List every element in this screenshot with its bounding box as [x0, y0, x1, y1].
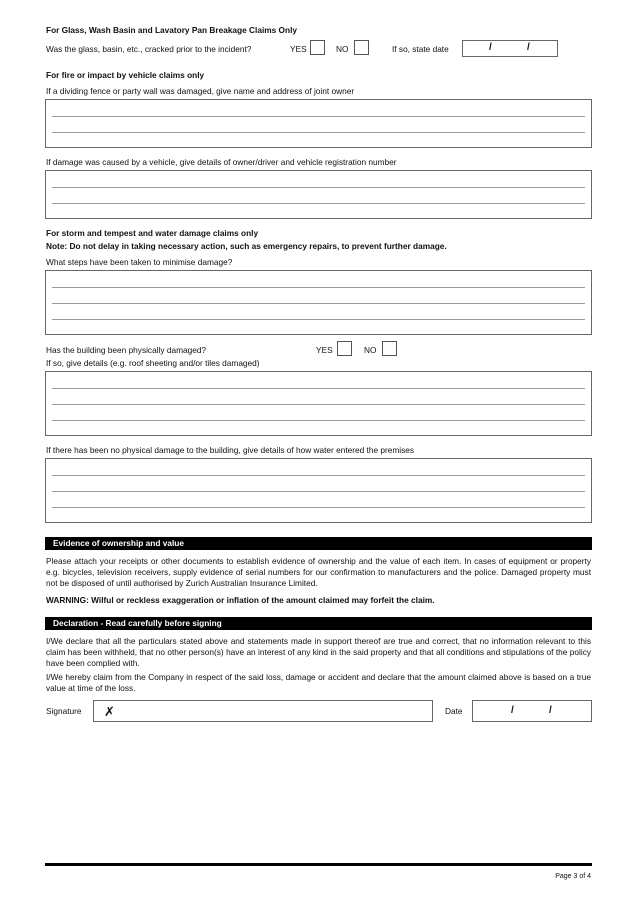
footer-rule	[45, 863, 592, 866]
date-separator: /	[511, 705, 514, 716]
declaration-para-1: I/We declare that all the particulars stated above and statements made in support thereof are true and correct, that no information relevant to this claim has been withheld, that no other person(s) have an interest of any kind in the said property and that all conditions and stipulations of the policy have been complied with.	[46, 636, 591, 668]
evidence-section-title: Evidence of ownership and value	[45, 537, 592, 550]
glass-question: Was the glass, basin, etc., cracked prior to the incident?	[46, 44, 252, 54]
answer-line	[52, 491, 585, 492]
signature-label: Signature	[46, 706, 82, 716]
evidence-warning: WARNING: Wilful or reckless exaggeration or inflation of the amount claimed may forfeit the claim.	[46, 595, 435, 605]
date-separator: /	[489, 42, 492, 53]
fence-answer-box[interactable]	[45, 99, 592, 148]
glass-yes-checkbox[interactable]	[310, 40, 325, 55]
answer-line	[52, 507, 585, 508]
declaration-section-title: Declaration - Read carefully before signing	[45, 617, 592, 630]
physical-yes-checkbox[interactable]	[337, 341, 352, 356]
date-separator: /	[527, 42, 530, 53]
vehicle-question: If damage was caused by a vehicle, give details of owner/driver and vehicle registration number	[46, 157, 397, 167]
signature-date-label: Date	[445, 706, 463, 716]
glass-date-prompt: If so, state date	[392, 44, 449, 54]
signature-mark-icon: ✗	[104, 704, 115, 719]
physical-question: Has the building been physically damaged?	[46, 345, 207, 355]
answer-line	[52, 132, 585, 133]
physical-no-label: NO	[364, 345, 377, 355]
glass-no-checkbox[interactable]	[354, 40, 369, 55]
date-separator: /	[549, 705, 552, 716]
declaration-para-2: I/We hereby claim from the Company in respect of the said loss, damage or accident and declare that the amount claimed above is based on a true value at time of the loss.	[46, 672, 591, 693]
water-question: If there has been no physical damage to the building, give details of how water entered the premises	[46, 445, 415, 455]
answer-line	[52, 287, 585, 288]
storm-heading: For storm and tempest and water damage claims only	[46, 228, 259, 238]
steps-question: What steps have been taken to minimise damage?	[46, 257, 233, 267]
storm-note: Note: Do not delay in taking necessary action, such as emergency repairs, to prevent further damage.	[46, 241, 447, 251]
answer-line	[52, 420, 585, 421]
answer-line	[52, 388, 585, 389]
answer-line	[52, 404, 585, 405]
fire-heading: For fire or impact by vehicle claims only	[46, 70, 205, 80]
answer-line	[52, 303, 585, 304]
details-answer-box[interactable]	[45, 371, 592, 436]
answer-line	[52, 187, 585, 188]
fence-question: If a dividing fence or party wall was damaged, give name and address of joint owner	[46, 86, 355, 96]
steps-answer-box[interactable]	[45, 270, 592, 335]
details-question: If so, give details (e.g. roof sheeting and/or tiles damaged)	[46, 358, 260, 368]
vehicle-answer-box[interactable]	[45, 170, 592, 219]
signature-field[interactable]	[93, 700, 433, 722]
answer-line	[52, 116, 585, 117]
evidence-body: Please attach your receipts or other documents to establish evidence of ownership and the value of each item. In cases of equipment or property e.g. bicycles, television receivers, supply evidence of serial numbers for our confirmation to manufacturers and the police. Damaged property must not be disposed of until authorised by Zurich Australian Insurance Limited.	[46, 556, 591, 588]
glass-date-field[interactable]	[462, 40, 558, 57]
glass-no-label: NO	[336, 44, 349, 54]
answer-line	[52, 319, 585, 320]
answer-line	[52, 475, 585, 476]
glass-yes-label: YES	[290, 44, 307, 54]
page-number: Page 3 of 4	[555, 873, 591, 880]
signature-date-field[interactable]	[472, 700, 592, 722]
answer-line	[52, 203, 585, 204]
physical-yes-label: YES	[316, 345, 333, 355]
physical-no-checkbox[interactable]	[382, 341, 397, 356]
glass-heading: For Glass, Wash Basin and Lavatory Pan Breakage Claims Only	[46, 25, 297, 35]
water-answer-box[interactable]	[45, 458, 592, 523]
